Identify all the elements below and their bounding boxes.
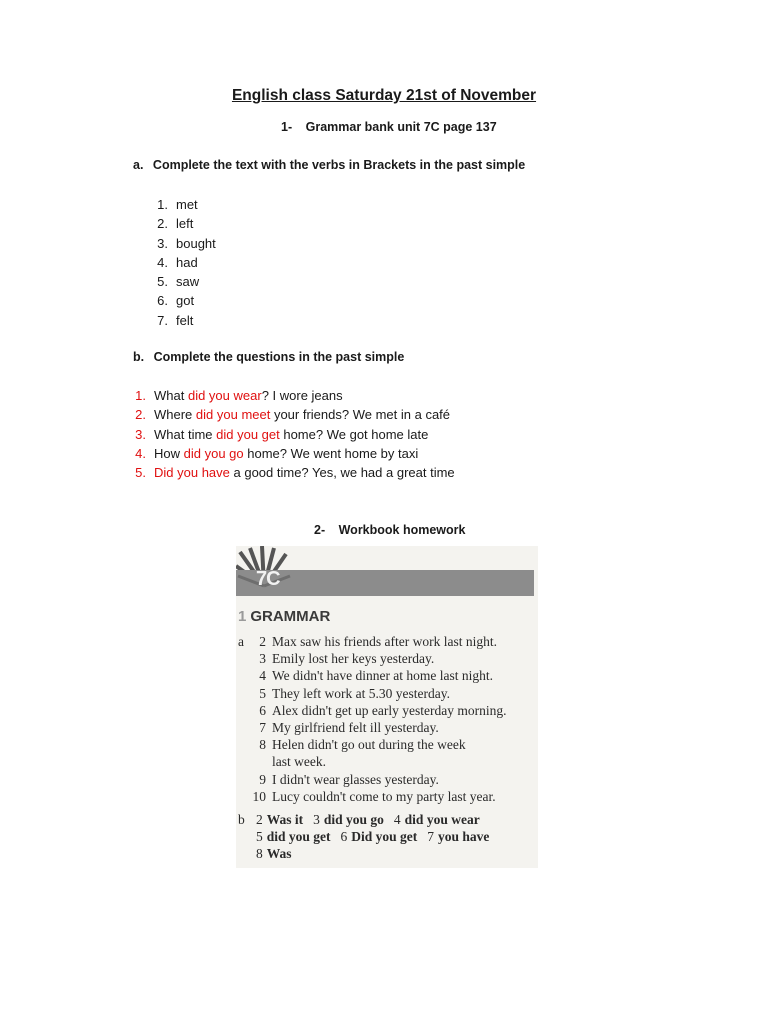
question-item: [124, 386, 455, 405]
item-number: 1.: [157, 197, 168, 212]
item-number: 4.: [135, 445, 146, 461]
question-text: [154, 465, 455, 480]
question-suffix: ? I wore jeans: [261, 388, 343, 403]
answer-item: [146, 272, 216, 291]
answer-number: 6: [340, 829, 348, 845]
workbook-line: [244, 634, 497, 650]
workbook-line: [244, 720, 439, 736]
grammar-heading-text: GRAMMAR: [250, 608, 331, 625]
line-text: Lucy couldn't come to my party last year.: [272, 788, 496, 804]
workbook-line: [244, 737, 466, 753]
question-suffix: home? We got home late: [279, 426, 429, 442]
part-a-instruction: [133, 158, 525, 172]
workbook-line: [244, 686, 450, 702]
part-b-question-list: [124, 386, 455, 482]
line-text: last week.: [272, 754, 326, 770]
item-number: 3.: [135, 426, 146, 442]
line-number: 6: [259, 702, 266, 718]
workbook-b-line: [256, 812, 480, 828]
question-prefix: What time: [154, 426, 217, 442]
answer-text: Was: [266, 846, 292, 862]
answer-item: [146, 253, 216, 272]
answer-text: had: [176, 254, 198, 270]
answer-text: did you get: [266, 829, 331, 845]
answer-text: felt: [176, 312, 194, 328]
answer-text: left: [176, 216, 194, 232]
question-answer: did you go: [183, 445, 244, 461]
section-1-label: Grammar bank unit 7C page 137: [305, 120, 497, 134]
question-text: [154, 446, 418, 461]
section-2-heading: [314, 523, 465, 537]
answer-number: 7: [427, 829, 435, 845]
line-text: Emily lost her keys yesterday.: [272, 651, 435, 667]
question-prefix: Where: [154, 407, 196, 423]
question-item: [124, 444, 455, 463]
answer-number: 8: [256, 846, 263, 862]
workbook-line: [244, 651, 434, 667]
item-number: 3.: [157, 235, 168, 251]
question-text: [154, 388, 343, 403]
workbook-line: [244, 703, 507, 719]
answer-item: [146, 291, 216, 310]
line-text: Helen didn't go out during the week: [272, 737, 466, 753]
item-number: 5.: [157, 274, 168, 290]
question-suffix: a good time? Yes, we had a great time: [229, 465, 455, 481]
answer-text: you have: [438, 829, 490, 845]
question-text: [154, 427, 428, 442]
section-1-heading: [281, 120, 497, 134]
workbook-line: [244, 668, 493, 684]
line-text: Max saw his friends after work last night.: [272, 634, 497, 649]
answer-number: 3: [313, 812, 320, 827]
line-number: 9: [259, 771, 266, 787]
line-text: My girlfriend felt ill yesterday.: [272, 720, 439, 735]
answer-text: did you go: [323, 812, 384, 827]
answer-text: Was it: [266, 812, 304, 827]
question-item: [124, 405, 455, 424]
question-suffix: home? We went home by taxi: [243, 445, 419, 461]
answer-text: saw: [176, 274, 200, 290]
line-text: Alex didn't get up early yesterday morning.: [272, 702, 507, 718]
workbook-b-line: [256, 829, 489, 845]
part-a-answer-list: [146, 195, 216, 330]
line-text: We didn't have dinner at home last night.: [272, 668, 494, 684]
section-2-number: 2-: [314, 523, 326, 537]
item-number: 7.: [157, 312, 168, 328]
answer-text: met: [176, 197, 198, 212]
answer-number: 5: [256, 829, 263, 845]
line-number: 2: [259, 634, 266, 649]
grammar-heading-number: 1: [238, 608, 247, 625]
question-answer: Did you have: [154, 465, 230, 481]
section-1-number: 1-: [281, 120, 293, 134]
line-number: 5: [259, 685, 266, 701]
question-item: [124, 425, 455, 444]
answer-text: got: [176, 293, 195, 309]
line-number: 7: [259, 720, 266, 735]
page-title: English class Saturday 21st of November: [231, 87, 537, 104]
unit-badge: [236, 546, 292, 598]
item-number: 2.: [157, 216, 168, 232]
workbook-b-letter: b: [238, 812, 245, 827]
part-a-text: Complete the text with the verbs in Brackets in the past simple: [152, 158, 526, 172]
grammar-heading: [238, 608, 330, 625]
workbook-line: [244, 754, 326, 770]
line-number: 8: [259, 737, 266, 753]
item-number: 1.: [135, 388, 146, 403]
question-prefix: What: [154, 388, 188, 403]
answer-item: [146, 311, 216, 330]
question-answer: did you get: [216, 426, 280, 442]
answer-text: did you wear: [404, 812, 480, 827]
part-a-letter: a.: [133, 158, 144, 172]
answer-item: [146, 234, 216, 253]
unit-badge-label: 7C: [256, 568, 280, 590]
line-text: I didn't wear glasses yesterday.: [272, 771, 439, 787]
workbook-b-line: [256, 846, 292, 862]
item-number: 5.: [135, 465, 146, 481]
item-number: 2.: [135, 407, 146, 423]
part-b-text: Complete the questions in the past simple: [153, 350, 405, 364]
answer-item: [146, 214, 216, 233]
question-answer: did you meet: [195, 407, 271, 423]
answer-text: bought: [176, 235, 216, 251]
section-2-label: Workbook homework: [338, 523, 466, 537]
answer-number: 2: [256, 812, 263, 827]
workbook-scan: [236, 546, 538, 868]
item-number: 6.: [157, 293, 168, 309]
line-text: They left work at 5.30 yesterday.: [272, 685, 450, 701]
part-b-letter: b.: [133, 350, 145, 364]
answer-item: [146, 195, 216, 214]
question-text: [154, 407, 450, 422]
line-number: 10: [252, 788, 266, 804]
item-number: 4.: [157, 254, 168, 270]
question-prefix: How: [154, 445, 184, 461]
workbook-a-letter: a: [238, 634, 244, 649]
line-number: 3: [259, 651, 266, 667]
answer-number: 4: [393, 812, 401, 827]
workbook-line: [244, 772, 439, 788]
workbook-line: [244, 789, 496, 805]
part-b-instruction: [133, 350, 404, 364]
question-item: [124, 463, 455, 482]
question-answer: did you wear: [187, 388, 262, 403]
question-suffix: your friends? We met in a café: [270, 407, 451, 423]
line-number: 4: [259, 668, 266, 684]
answer-text: Did you get: [351, 829, 418, 845]
